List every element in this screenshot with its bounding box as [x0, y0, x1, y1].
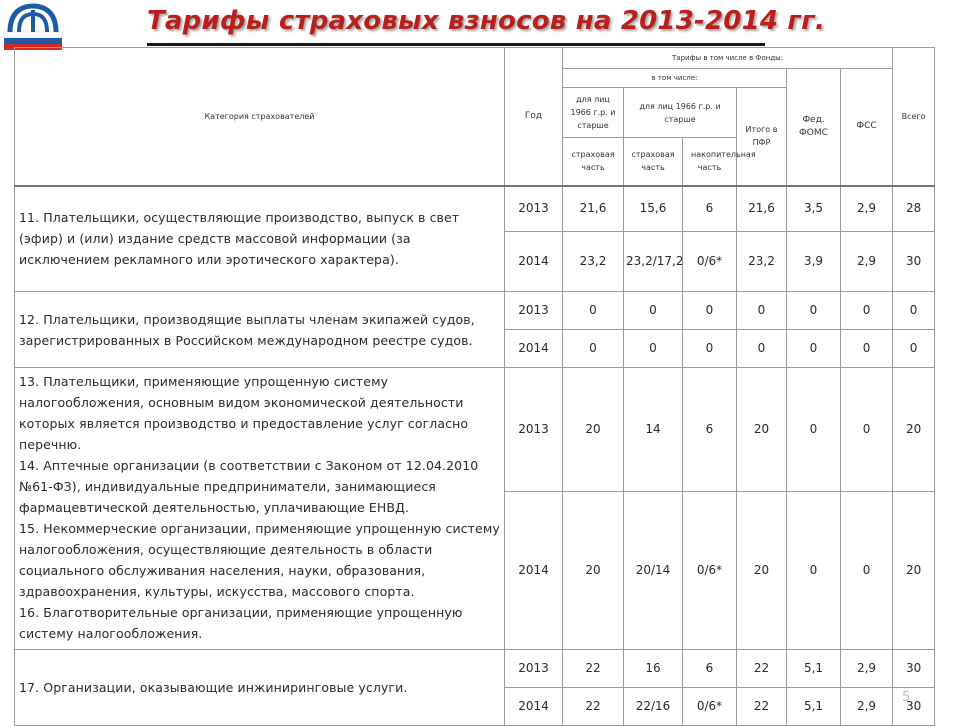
cell-value: 20 [563, 368, 624, 492]
cell-value: 0 [787, 292, 841, 330]
cell-value: 0/6* [683, 492, 737, 650]
cell-value: 20 [737, 368, 787, 492]
header-year: Год [505, 48, 563, 186]
cell-value: 0 [737, 330, 787, 368]
cell-value: 16 [624, 650, 683, 688]
cell-value: 0 [841, 330, 893, 368]
page-title: Тарифы страховых взносов на 2013-2014 гг. [147, 6, 826, 36]
header-fss: ФСС [841, 69, 893, 186]
cell-value: 0 [787, 492, 841, 650]
header-insurance-part: страховая часть [563, 138, 624, 186]
cell-value: 23,2 [563, 232, 624, 292]
cell-value: 6 [683, 650, 737, 688]
cell-year: 2014 [505, 492, 563, 650]
cell-value: 5,1 [787, 650, 841, 688]
cell-value: 20 [737, 492, 787, 650]
cell-value: 0 [841, 292, 893, 330]
cell-value: 14 [624, 368, 683, 492]
cell-value: 6 [683, 368, 737, 492]
cell-value: 6 [683, 186, 737, 232]
cell-value: 0 [841, 368, 893, 492]
cell-value: 23,2/17,2 [624, 232, 683, 292]
cell-value: 0 [563, 292, 624, 330]
cell-year: 2014 [505, 330, 563, 368]
tariffs-table [14, 47, 935, 726]
cell-value: 0 [893, 292, 935, 330]
category-13: 13. Плательщики, применяющие упрощенную систему налогообложения, основным видом экономической деятельности которых является производство и предоставление услуг согласно перечню. [19, 374, 469, 452]
cell-value: 5,1 [787, 688, 841, 726]
header-born-1966-older: для лиц 1966 г.р. и старше [563, 88, 624, 138]
header-total-pfr: Итого в ПФР [737, 88, 787, 186]
cell-value: 22 [737, 688, 787, 726]
cell-value: 22 [563, 650, 624, 688]
cell-value: 20 [893, 492, 935, 650]
category-16: 16. Благотворительные организации, применяющие упрощенную систему налогообложения. [19, 605, 463, 641]
header-born-1966-younger: для лиц 1966 г.р. и старше [624, 88, 737, 138]
cell-value: 21,6 [563, 186, 624, 232]
header-insurance-part-2: страховая часть [624, 138, 683, 186]
cell-value: 2,9 [841, 186, 893, 232]
cell-value: 2,9 [841, 688, 893, 726]
header-total: Всего [893, 48, 935, 186]
category-13-16 [15, 368, 505, 650]
cell-year: 2013 [505, 292, 563, 330]
cell-year: 2013 [505, 186, 563, 232]
header-ffoms: Фед. ФОМС [787, 69, 841, 186]
header-tariffs-group: Тарифы в том числе в Фонды: [563, 48, 893, 69]
category-12: 12. Плательщики, производящие выплаты членам экипажей судов, зарегистрированных в Российском международном реестре судов. [15, 292, 505, 368]
cell-value: 22 [737, 650, 787, 688]
cell-value: 0 [787, 368, 841, 492]
header-including: в том числе: [563, 69, 787, 88]
cell-value: 22/16 [624, 688, 683, 726]
category-17: 17. Организации, оказывающие инжиниринговые услуги. [15, 650, 505, 726]
cell-year: 2014 [505, 688, 563, 726]
category-15: 15. Некоммерческие организации, применяющие упрощенную систему налогообложения, осуществляющие деятельность в области социального обслуживания населения, науки, образования, здравоохранения, культуры, искусства, массового спорта. [19, 521, 500, 599]
cell-value: 3,9 [787, 232, 841, 292]
slide-number: 5 [902, 690, 911, 705]
pfr-logo [2, 2, 64, 52]
cell-value: 2,9 [841, 232, 893, 292]
cell-year: 2013 [505, 368, 563, 492]
cell-value: 23,2 [737, 232, 787, 292]
cell-value: 30 [893, 688, 935, 726]
cell-value: 0 [683, 330, 737, 368]
cell-year: 2013 [505, 650, 563, 688]
cell-value: 28 [893, 186, 935, 232]
cell-value: 20 [893, 368, 935, 492]
cell-value: 0 [787, 330, 841, 368]
cell-value: 0 [624, 292, 683, 330]
cell-value: 0/6* [683, 232, 737, 292]
category-14: 14. Аптечные организации (в соответствии с Законом от 12.04.2010 №61-ФЗ), индивидуальные предприниматели, занимающиеся фармацевтической деятельностью, уплачивающие ЕНВД. [19, 458, 479, 515]
title-underline [147, 43, 765, 46]
cell-value: 30 [893, 650, 935, 688]
cell-value: 0 [683, 292, 737, 330]
cell-value: 15,6 [624, 186, 683, 232]
cell-year: 2014 [505, 232, 563, 292]
cell-value: 20/14 [624, 492, 683, 650]
cell-value: 0/6* [683, 688, 737, 726]
cell-value: 30 [893, 232, 935, 292]
header-funded-part: накопительная часть [683, 138, 737, 186]
cell-value: 0 [624, 330, 683, 368]
cell-value: 0 [893, 330, 935, 368]
category-11: 11. Плательщики, осуществляющие производство, выпуск в свет (эфир) и (или) издание средств массовой информации (за исключением рекламного или эротического характера). [15, 186, 505, 292]
cell-value: 0 [841, 492, 893, 650]
cell-value: 21,6 [737, 186, 787, 232]
cell-value: 0 [563, 330, 624, 368]
cell-value: 3,5 [787, 186, 841, 232]
cell-value: 22 [563, 688, 624, 726]
cell-value: 20 [563, 492, 624, 650]
cell-value: 2,9 [841, 650, 893, 688]
cell-value: 0 [737, 292, 787, 330]
header-category: Категория страхователей [15, 48, 505, 186]
